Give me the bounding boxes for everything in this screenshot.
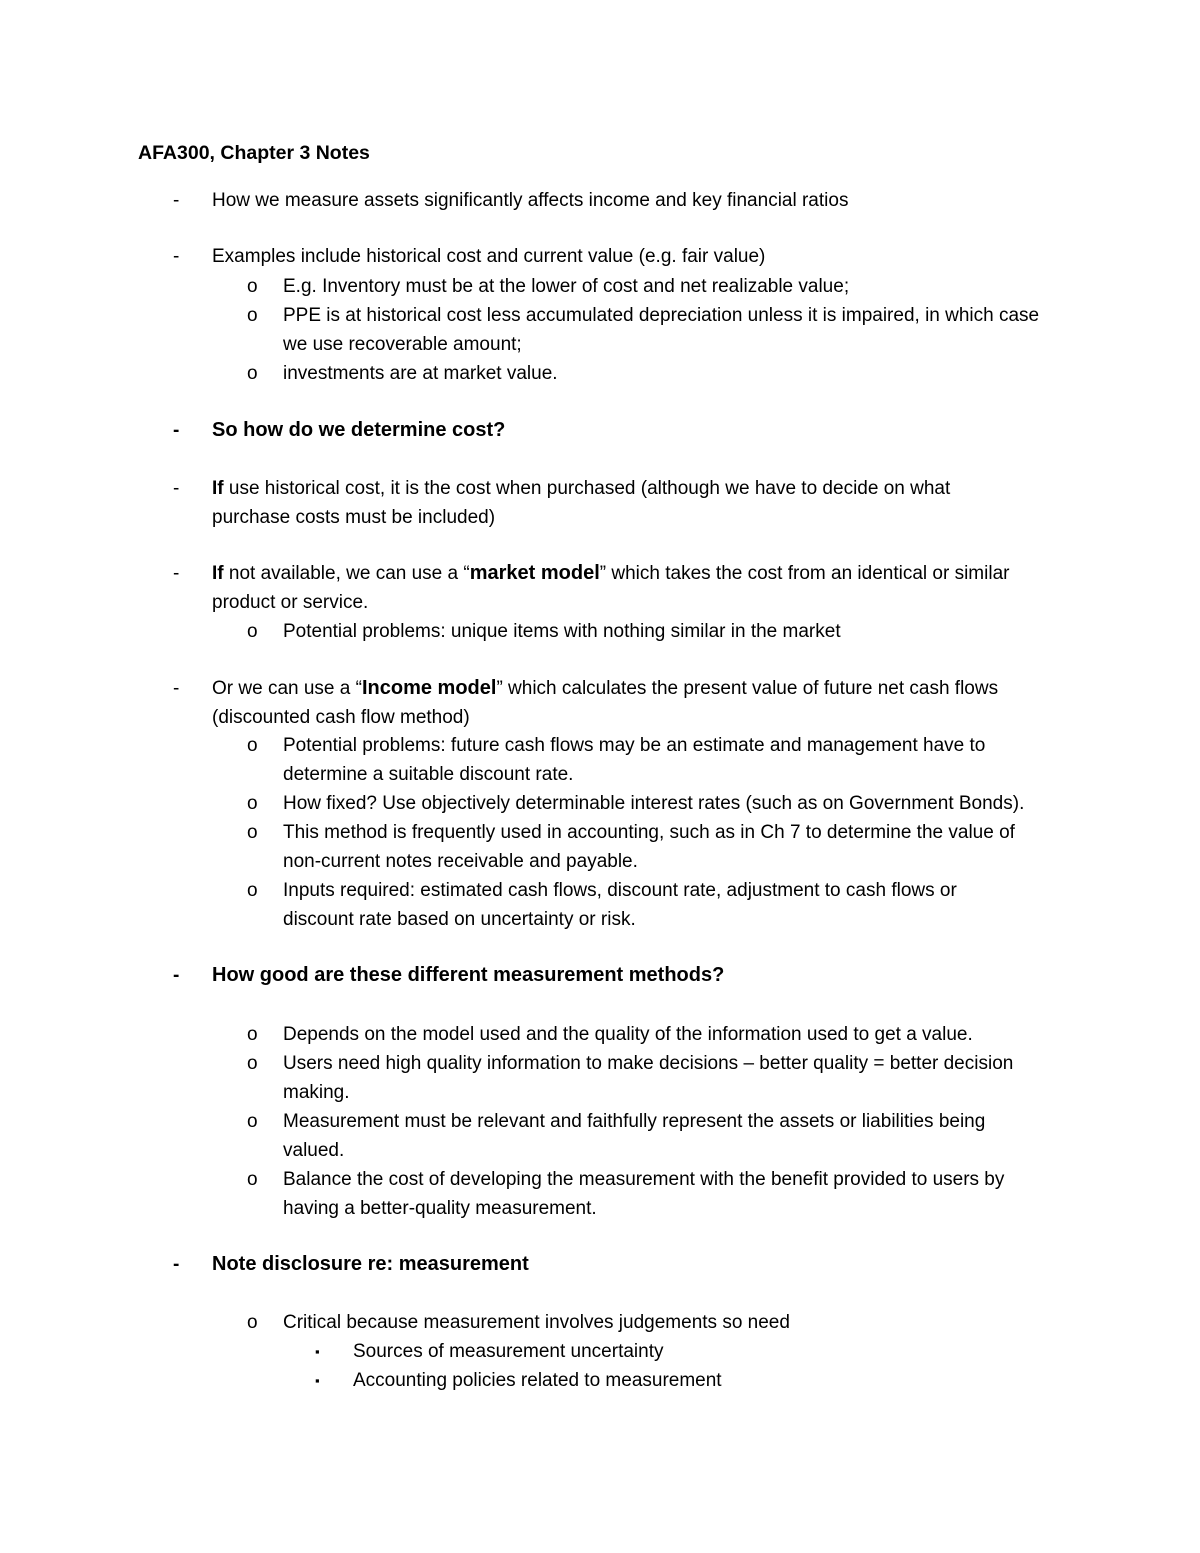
- item-text: How we measure assets significantly affects income and key financial ratios: [212, 190, 849, 211]
- square-bullet: ▪: [315, 1373, 320, 1388]
- dash-bullet: -: [173, 420, 180, 441]
- sub-item-text: Potential problems: future cash flows may be an estimate and management have to: [283, 735, 986, 756]
- section-heading: How good are these different measurement methods?: [212, 964, 725, 986]
- circle-bullet: o: [247, 621, 258, 642]
- circle-bullet: o: [247, 276, 258, 297]
- sub-item-text: Users need high quality information to make decisions – better quality = better decision: [283, 1053, 1014, 1074]
- dash-bullet: -: [173, 190, 180, 211]
- sub-item-text: discount rate based on uncertainty or risk.: [283, 909, 636, 930]
- dash-bullet: -: [173, 478, 180, 499]
- sub-sub-item-text: Accounting policies related to measurement: [353, 1370, 722, 1391]
- circle-bullet: o: [247, 305, 258, 326]
- sub-item-text: E.g. Inventory must be at the lower of cost and net realizable value;: [283, 276, 850, 297]
- sub-item-text: valued.: [283, 1140, 345, 1161]
- sub-item-text: Measurement must be relevant and faithfully represent the assets or liabilities being: [283, 1111, 986, 1132]
- market-model-term: market model: [469, 562, 600, 584]
- dash-bullet: -: [173, 563, 180, 584]
- sub-sub-item-text: Sources of measurement uncertainty: [353, 1341, 664, 1362]
- sub-item-text: determine a suitable discount rate.: [283, 764, 574, 785]
- sub-item-text: making.: [283, 1082, 350, 1103]
- square-bullet: ▪: [315, 1344, 320, 1359]
- circle-bullet: o: [247, 793, 258, 814]
- dash-bullet: -: [173, 1254, 180, 1275]
- sub-item-text: Depends on the model used and the quality of the information used to get a value.: [283, 1024, 973, 1045]
- sub-item-text: This method is frequently used in accounting, such as in Ch 7 to determine the value of: [283, 822, 1015, 843]
- item-text: Examples include historical cost and current value (e.g. fair value): [212, 246, 766, 267]
- sub-item-text: investments are at market value.: [283, 363, 558, 384]
- circle-bullet: o: [247, 735, 258, 756]
- dash-bullet: -: [173, 246, 180, 267]
- sub-item-text: Inputs required: estimated cash flows, discount rate, adjustment to cash flows or: [283, 880, 957, 901]
- circle-bullet: o: [247, 1312, 258, 1333]
- section-heading: Note disclosure re: measurement: [212, 1253, 529, 1275]
- item-text-part: ” which takes the cost from an identical or similar: [599, 563, 1010, 584]
- circle-bullet: o: [247, 1111, 258, 1132]
- document-title: AFA300, Chapter 3 Notes: [138, 142, 370, 164]
- item-text-part: not available, we can use a “: [223, 563, 470, 584]
- circle-bullet: o: [247, 822, 258, 843]
- circle-bullet: o: [247, 1024, 258, 1045]
- item-text-rest: use historical cost, it is the cost when purchased (although we have to decide on what: [223, 478, 951, 499]
- sub-item-text: Potential problems: unique items with nothing similar in the market: [283, 621, 841, 642]
- sub-item-text: we use recoverable amount;: [283, 334, 522, 355]
- sub-item-text: PPE is at historical cost less accumulated depreciation unless it is impaired, in which case: [283, 305, 1040, 326]
- sub-item-text: Balance the cost of developing the measurement with the benefit provided to users by: [283, 1169, 1005, 1190]
- item-text: [212, 559, 1009, 588]
- section-heading: So how do we determine cost?: [212, 419, 506, 441]
- item-text: [212, 474, 950, 503]
- item-text: product or service.: [212, 592, 369, 613]
- sub-item-text: non-current notes receivable and payable.: [283, 851, 638, 872]
- sub-item-text: How fixed? Use objectively determinable interest rates (such as on Government Bonds).: [283, 793, 1025, 814]
- item-text: [212, 674, 998, 703]
- bold-word: If: [212, 563, 224, 584]
- dash-bullet: -: [173, 965, 180, 986]
- item-text-part: ” which calculates the present value of future net cash flows: [496, 678, 999, 699]
- circle-bullet: o: [247, 1053, 258, 1074]
- circle-bullet: o: [247, 363, 258, 384]
- item-text: purchase costs must be included): [212, 507, 496, 528]
- income-model-term: Income model: [361, 677, 497, 699]
- item-text: (discounted cash flow method): [212, 707, 470, 728]
- sub-item-text: having a better-quality measurement.: [283, 1198, 597, 1219]
- bold-word: If: [212, 478, 224, 499]
- sub-item-text: Critical because measurement involves judgements so need: [283, 1312, 790, 1333]
- dash-bullet: -: [173, 678, 180, 699]
- circle-bullet: o: [247, 880, 258, 901]
- circle-bullet: o: [247, 1169, 258, 1190]
- item-text-part: Or we can use a “: [212, 678, 362, 699]
